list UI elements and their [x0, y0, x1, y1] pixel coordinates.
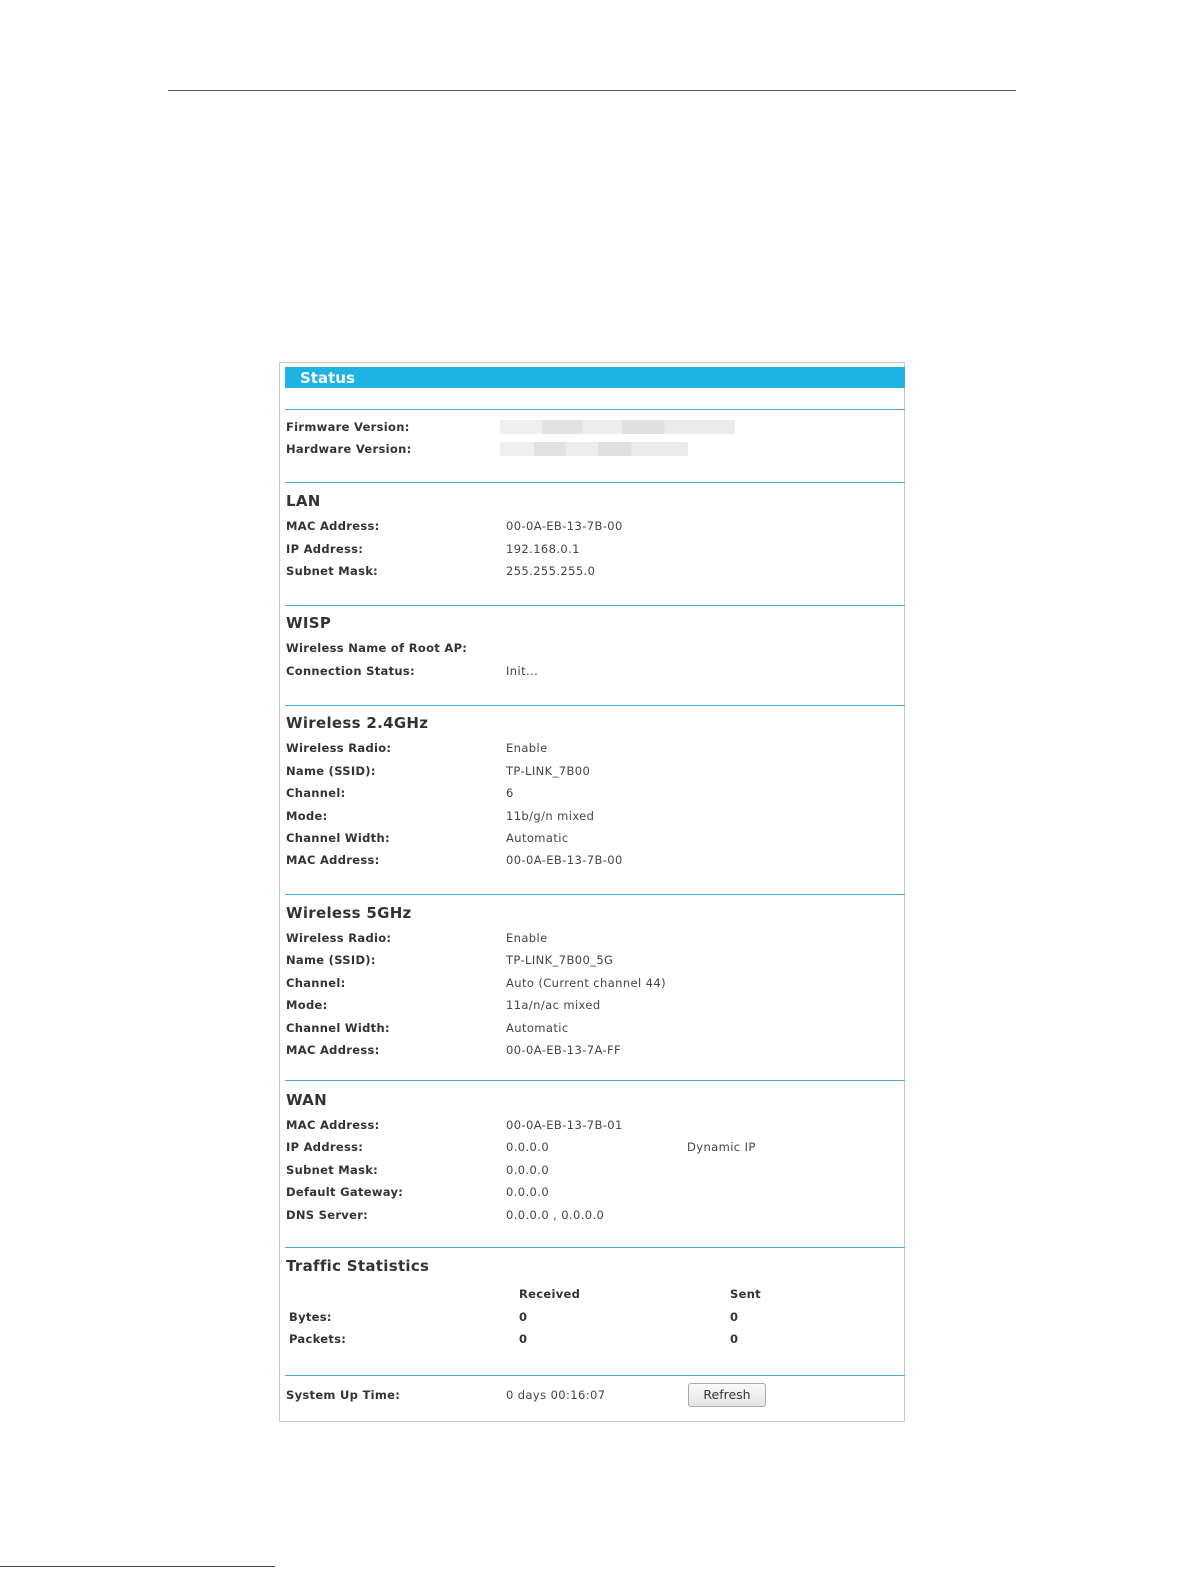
lan-mac-value: 00-0A-EB-13-7B-00 [506, 519, 623, 533]
w24-width-value: Automatic [506, 831, 569, 845]
section-divider [285, 409, 905, 410]
traffic-sent-header: Sent [730, 1287, 761, 1301]
wan-mac-label: MAC Address: [286, 1118, 380, 1132]
firmware-version-value-redacted [500, 420, 735, 434]
w24-channel-value: 6 [506, 786, 514, 800]
wan-dns-label: DNS Server: [286, 1208, 369, 1222]
wan-ip-label: IP Address: [286, 1140, 364, 1154]
w24-mac-label: MAC Address: [286, 853, 380, 867]
w24-width-label: Channel Width: [286, 831, 390, 845]
w5-radio-value: Enable [506, 931, 548, 945]
w24-ssid-value: TP-LINK_7B00 [506, 764, 591, 778]
traffic-packets-label: Packets: [289, 1332, 347, 1346]
section-divider [285, 605, 905, 606]
section-divider [285, 1080, 905, 1081]
lan-mask-label: Subnet Mask: [286, 564, 379, 578]
section-divider [285, 482, 905, 483]
refresh-button[interactable]: Refresh [688, 1383, 766, 1407]
w24-radio-value: Enable [506, 741, 548, 755]
page-top-rule [168, 90, 1016, 91]
wan-heading: WAN [286, 1091, 327, 1109]
w24-channel-label: Channel: [286, 786, 346, 800]
w5-radio-label: Wireless Radio: [286, 931, 392, 945]
hardware-version-label: Hardware Version: [286, 442, 412, 456]
w5-mac-label: MAC Address: [286, 1043, 380, 1057]
lan-ip-label: IP Address: [286, 542, 364, 556]
wisp-heading: WISP [286, 614, 332, 632]
wan-mask-value: 0.0.0.0 [506, 1163, 550, 1177]
wan-gateway-value: 0.0.0.0 [506, 1185, 550, 1199]
w5-mode-value: 11a/n/ac mixed [506, 998, 601, 1012]
traffic-received-header: Received [519, 1287, 581, 1301]
w5-channel-label: Channel: [286, 976, 346, 990]
wan-mac-value: 00-0A-EB-13-7B-01 [506, 1118, 623, 1132]
traffic-packets-received: 0 [519, 1332, 528, 1346]
wan-mask-label: Subnet Mask: [286, 1163, 379, 1177]
wan-dns-value: 0.0.0.0 , 0.0.0.0 [506, 1208, 605, 1222]
wireless-24-heading: Wireless 2.4GHz [286, 714, 429, 732]
wisp-connection-value: Init... [506, 664, 539, 678]
w5-ssid-value: TP-LINK_7B00_5G [506, 953, 614, 967]
lan-mac-label: MAC Address: [286, 519, 380, 533]
w24-radio-label: Wireless Radio: [286, 741, 392, 755]
section-divider [285, 1375, 905, 1376]
w5-ssid-label: Name (SSID): [286, 953, 376, 967]
page-footer-marks [322, 1556, 402, 1566]
w5-mac-value: 00-0A-EB-13-7A-FF [506, 1043, 622, 1057]
wisp-connection-label: Connection Status: [286, 664, 415, 678]
lan-ip-value: 192.168.0.1 [506, 542, 580, 556]
firmware-version-label: Firmware Version: [286, 420, 410, 434]
w24-mac-value: 00-0A-EB-13-7B-00 [506, 853, 623, 867]
uptime-label: System Up Time: [286, 1388, 401, 1402]
status-title-bar [285, 367, 905, 388]
w5-width-label: Channel Width: [286, 1021, 390, 1035]
w24-mode-label: Mode: [286, 809, 328, 823]
traffic-packets-sent: 0 [730, 1332, 739, 1346]
traffic-heading: Traffic Statistics [286, 1257, 430, 1275]
traffic-bytes-received: 0 [519, 1310, 528, 1324]
page-bottom-rule [0, 1566, 275, 1567]
traffic-bytes-label: Bytes: [289, 1310, 332, 1324]
wan-gateway-label: Default Gateway: [286, 1185, 404, 1199]
w5-mode-label: Mode: [286, 998, 328, 1012]
status-panel [279, 362, 905, 1422]
section-divider [285, 705, 905, 706]
lan-mask-value: 255.255.255.0 [506, 564, 596, 578]
section-divider [285, 1247, 905, 1248]
wan-ip-type: Dynamic IP [687, 1140, 756, 1154]
wisp-root-ap-label: Wireless Name of Root AP: [286, 641, 468, 655]
traffic-bytes-sent: 0 [730, 1310, 739, 1324]
uptime-value: 0 days 00:16:07 [506, 1388, 606, 1402]
section-divider [285, 894, 905, 895]
w24-ssid-label: Name (SSID): [286, 764, 376, 778]
w5-channel-value: Auto (Current channel 44) [506, 976, 666, 990]
w24-mode-value: 11b/g/n mixed [506, 809, 595, 823]
lan-heading: LAN [286, 492, 321, 510]
wan-ip-value: 0.0.0.0 [506, 1140, 550, 1154]
status-title: Status [300, 369, 355, 387]
hardware-version-value-redacted [500, 442, 688, 456]
wireless-5-heading: Wireless 5GHz [286, 904, 412, 922]
w5-width-value: Automatic [506, 1021, 569, 1035]
